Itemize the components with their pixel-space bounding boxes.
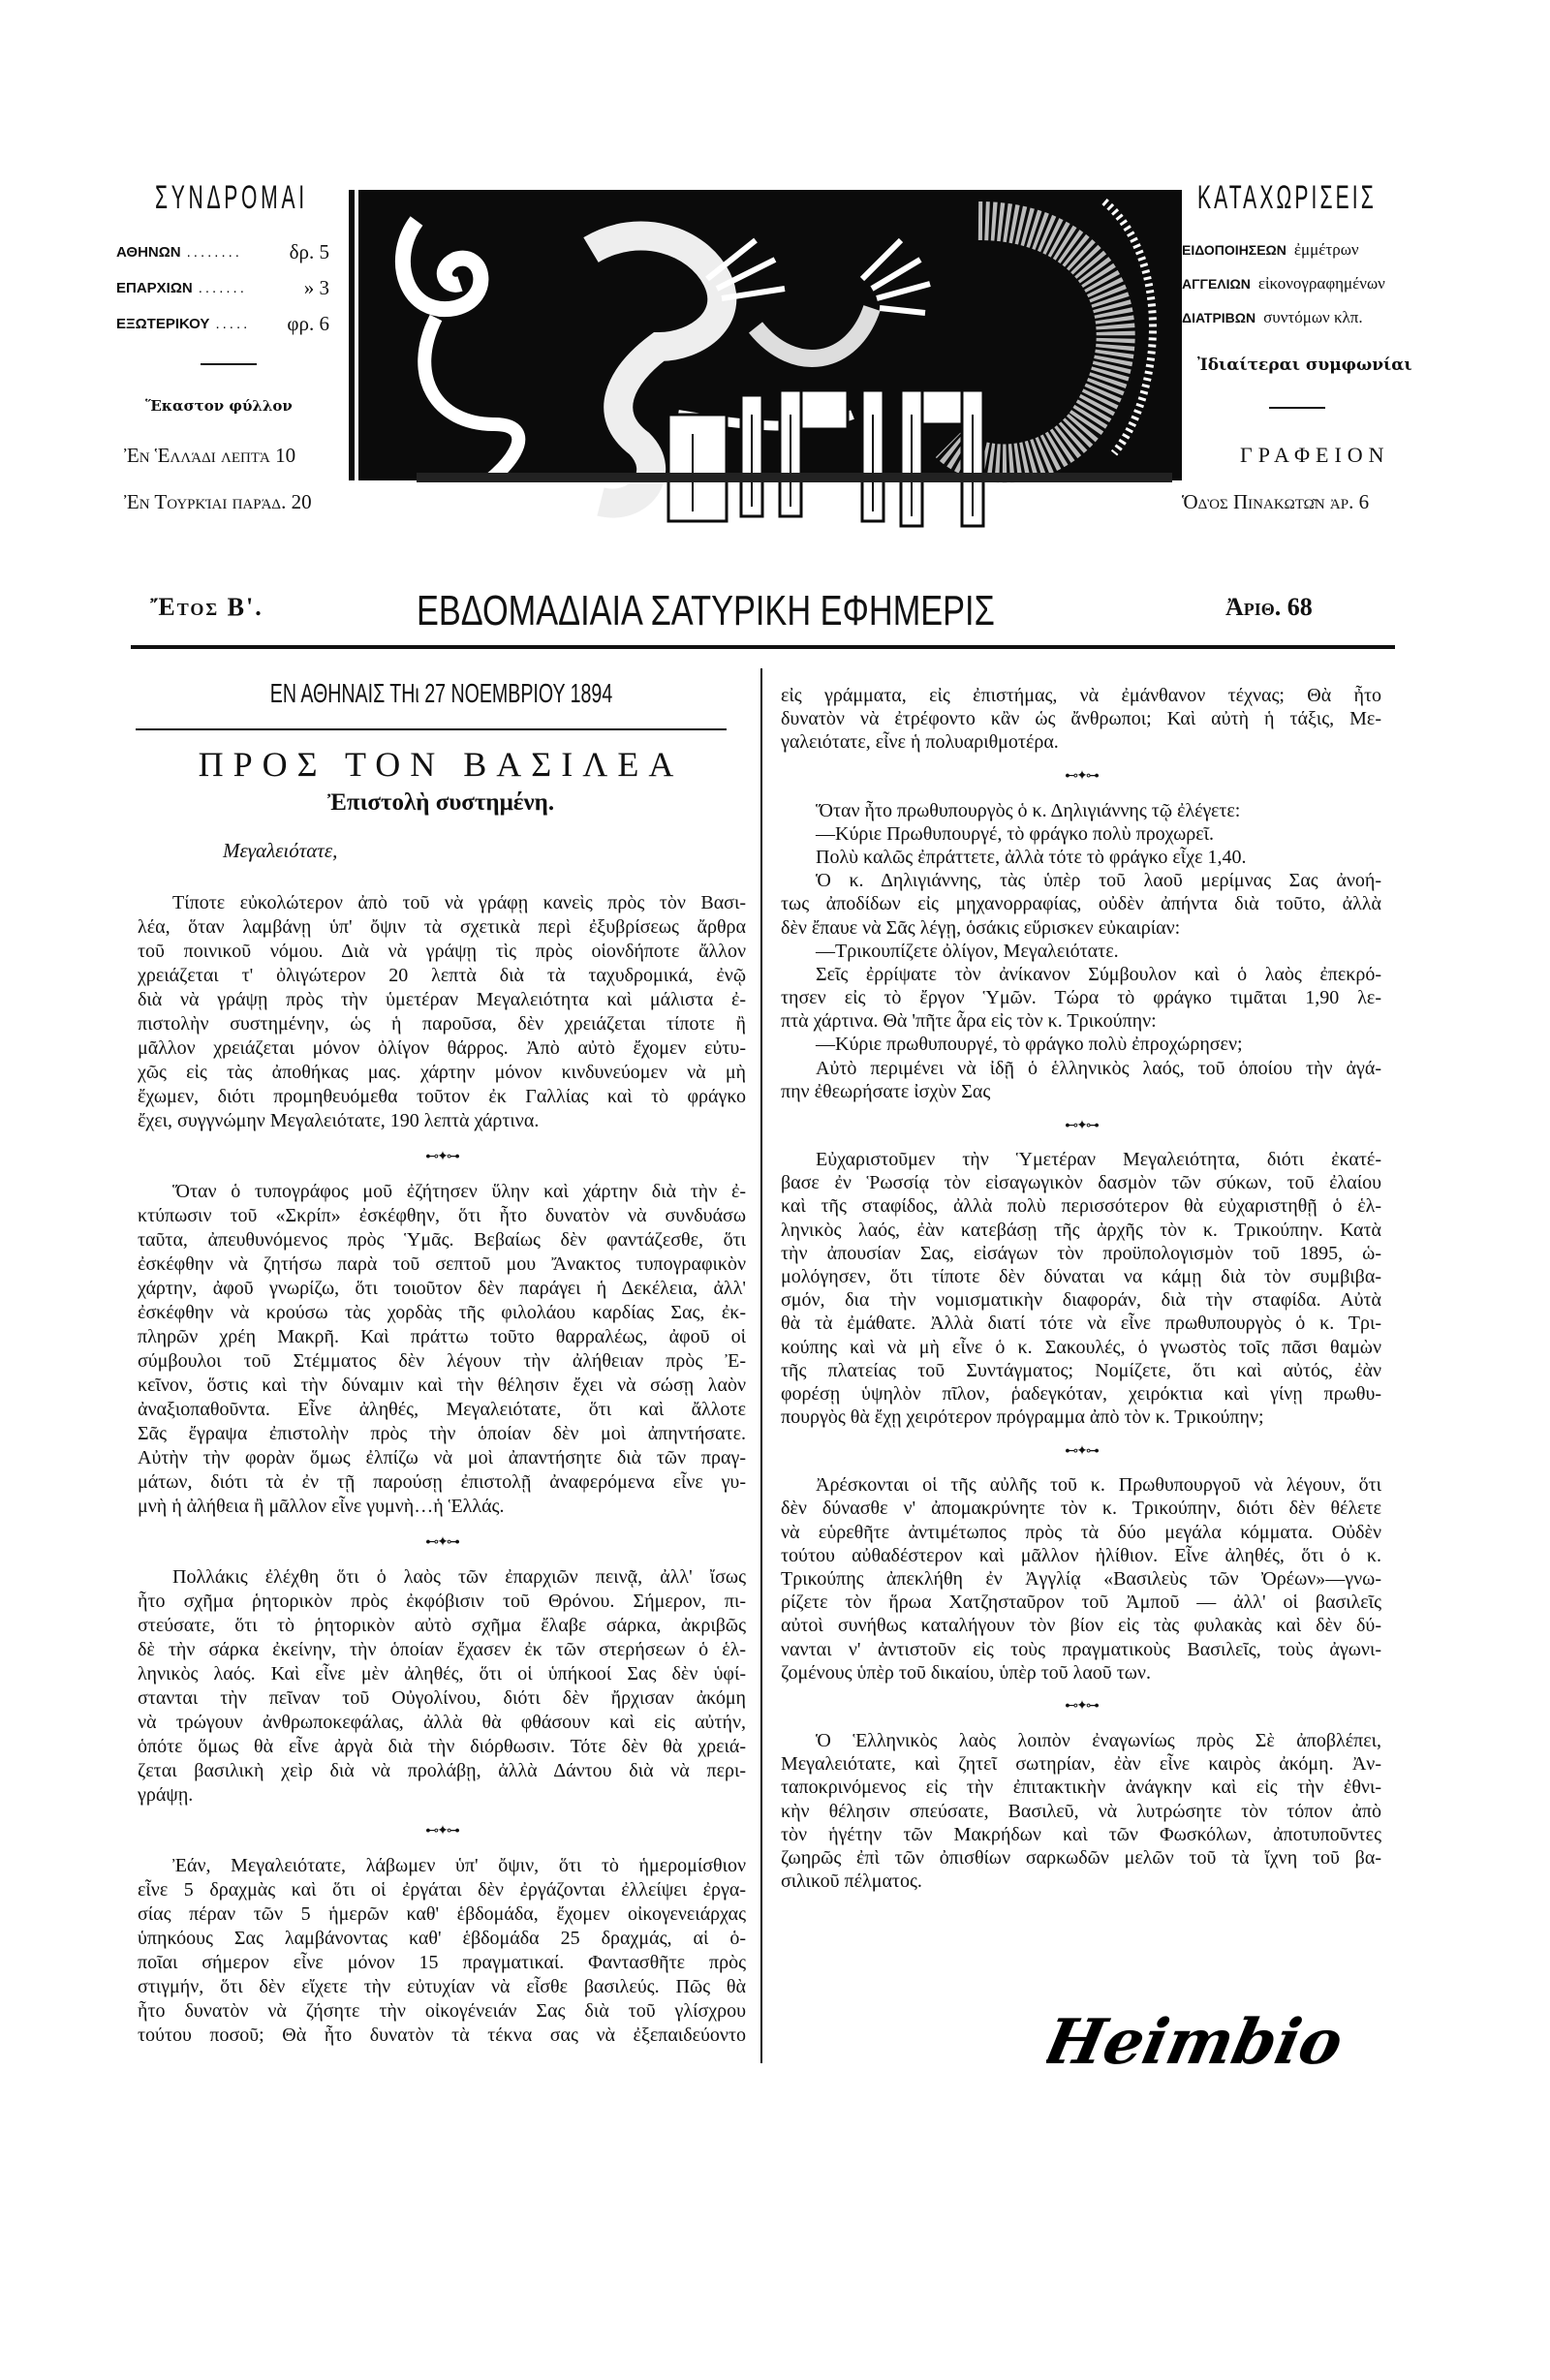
text-line: Τίποτε εὐκολώτερον ἀπὸ τοῦ νὰ γράφῃ κανεὶς πρὸς τὸν Βασι- (172, 892, 746, 913)
divider (1269, 407, 1325, 409)
text-line: στανται τὴν πεῖναν τοῦ Οὐγολίνου, διότι δὲν ἤρχισαν ἀκόμη (138, 1687, 746, 1709)
text-line: νὰ εὑρεθῆτε ἀντιμέτωπος πρὸς τὰ δύο μεγάλα κόμματα. Οὐδὲν (781, 1521, 1381, 1543)
text-line: μᾶλλον χρειάζεται μόνον ὀλίγον θάρρος. Ἀπὸ αὐτὸ ἔχομεν εὐτυ- (138, 1037, 746, 1059)
paragraph-separator (138, 1133, 746, 1180)
advertising-item-type: ΕΙΔΟΠΟΙΗΣΕΩΝ (1182, 242, 1286, 258)
text-line: Ὁ Ἑλληνικὸς λαὸς λοιπὸν ἐναγωνίως πρὸς Σὲ ἀποβλέπει, (816, 1729, 1381, 1751)
advertising-item (1182, 232, 1414, 266)
text-line: ζεται βασιλικὴ χεὶρ διὰ νὰ προλάβῃ, ἀλλὰ Δάντου διὰ νὰ περι- (138, 1760, 746, 1781)
text-line: πληρῶν χρέη Μακρῆ. Καὶ πράττω τοῦτο θαρραλέως, ἀφοῦ οἱ (138, 1326, 746, 1347)
signature-drawing (1046, 1995, 1376, 2092)
text-line: τὴν ἀπουσίαν Σας, εἰσάγων τὸν προϋπολογισμὸν τοῦ 1895, ὡ- (781, 1242, 1381, 1264)
paragraph (138, 1854, 746, 2048)
dateline: ΕΝ ΑΘΗΝΑΙΣ ΤΗι 27 ΝΟΕΜΒΡΙΟΥ 1894 (269, 678, 612, 708)
text-line: ὑπηκόους Σας λαμβάνοντας καθ' ἑβδομάδα 25 δραχμάς, αἱ ὁ- (138, 1928, 746, 1949)
greece-price: Ἐν Ἑλλάδι λεπτὰ 10 (124, 444, 296, 467)
office-label: ΓΡΑΦΕΙΟΝ (1240, 443, 1390, 467)
advertising-item-detail: εἰκονογραφημένων (1257, 274, 1385, 293)
subscription-place: ΕΠΑΡΧΙΩΝ (116, 280, 193, 296)
text-line: θὰ τὰ ἐμάθατε. Ἀλλὰ διατί τότε νὰ εἶνε πρωθυπουργὸς ὁ κ. Τρι- (781, 1313, 1381, 1335)
banner-year: Ἔτος Β'. (150, 593, 264, 621)
right-column (781, 684, 1381, 1893)
text-line: τὸν ἡγέτην τῶν Μακρήδων καὶ τῶν Φωσκόλων, ἀποτυποῦντες (781, 1823, 1381, 1845)
advertising-item-type: ΔΙΑΤΡΙΒΩΝ (1182, 310, 1256, 325)
text-line: τούτου ποσοῦ; Θὰ ἦτο δυνατὸν τὰ τέκνα σας νὰ ἐξεπαιδεύοντο (138, 2025, 746, 2046)
subscription-row (116, 234, 339, 270)
text-line: στιγμήν, ὅτι δὲν εἴχετε τὴν εὐτυχίαν νὰ εἶσθε βασιλεύς. Πῶς θὰ (138, 1976, 746, 1997)
subscription-price: » 3 (303, 276, 329, 299)
text-line: βασε ἐν Ῥωσσίᾳ τὸν εἰσαγωγικὸν δασμὸν τῶν σύκων, τοῦ ἐλαίου (781, 1172, 1381, 1194)
svg-text:Heimbio: Heimbio (1046, 2005, 1349, 2079)
text-line: Ἐάν, Μεγαλειότατε, λάβωμεν ὑπ' ὄψιν, ὅτι τὸ ἡμερομίσθιον (172, 1855, 746, 1876)
subscriptions-title: ΣΥΝΔΡΟΜΑΙ (155, 179, 308, 216)
separator-ornament: ⊷✦⊶ (1065, 769, 1098, 785)
text-line: γράψῃ. (138, 1784, 194, 1806)
text-line: τως ἀποδίδων εἰς μηχανορραφίας, οὐδὲν ἀπήντα διὰ τοῦτο, ἀλλὰ (781, 893, 1381, 915)
text-line: τησεν εἰς τὸ ἔργον Ὑμῶν. Τώρα τὸ φράγκο τιμᾶται 1,90 λε- (781, 987, 1381, 1009)
text-line: δὲν δύνασθε ν' ἀπομακρύνητε τὸν κ. Τρικούπην, διότι δὲν θέλετε (781, 1498, 1381, 1520)
text-line: ζωηρῶς ἐπὶ τῶν ὀπισθίων σαρκωδῶν μελῶν τοῦ τὰ ἴχνη τοῦ βα- (781, 1846, 1381, 1869)
dateline-rule (136, 728, 727, 730)
text-line: —Τρικουπίζετε ὀλίγον, Μεγαλειότατε. (816, 940, 1119, 962)
text-line: σιλικοῦ πέλματος. (781, 1870, 922, 1893)
text-line: Εὐχαριστοῦμεν τὴν Ὑμετέραν Μεγαλειότητα, διότι ἐκατέ- (816, 1149, 1381, 1170)
text-line: κὴν θέλησιν σπεύσατε, Βασιλεῦ, νὰ λυτρώσητε τὸν τόπον ἀπὸ (781, 1800, 1381, 1822)
advertising-item (1182, 266, 1414, 300)
paragraph (781, 799, 1381, 1103)
banner-subtitle: ΕΒΔΟΜΑΔΙΑΙΑ ΣΑΤΥΡΙΚΗ ΕΦΗΜΕΡΙΣ (417, 587, 995, 634)
text-line: δὲ τὴν σάρκα ἐκείνην, τὴν ὁποίαν ἔχασεν ἐκ τῶν στερήσεων ὁ ἑλ- (138, 1639, 746, 1660)
divider (201, 363, 257, 365)
subscription-price: δρ. 5 (289, 240, 329, 263)
signature (1046, 1995, 1376, 2097)
subscription-price: φρ. 6 (287, 312, 329, 335)
separator-ornament: ⊷✦⊶ (1065, 1443, 1098, 1459)
separator-ornament: ⊷✦⊶ (425, 1149, 458, 1164)
text-line: μάτων, διότι τὰ ἐν τῇ παρούσῃ ἐπιστολῇ ἀναφερόμενα εἶνε γυ- (138, 1471, 746, 1493)
text-line: πουργὸς θὰ ἔχῃ χειρότερον πρόγραμμα ἀπὸ τὸν κ. Τρικούπην; (781, 1406, 1264, 1429)
masthead-illustration (349, 182, 1182, 545)
text-line: εἶνε 5 δραχμὰς καὶ ὅτι οἱ ἐργάται δὲν ἐργάζονται ἐλλείψει ἐργα- (138, 1879, 746, 1901)
text-line: τοῦ ποινικοῦ νόμου. Διὰ νὰ γράψῃ τὶς πρὸς οἱονδήποτε ἄλλον (138, 941, 746, 962)
text-line: ἦτο σχῆμα ῥητορικὸν πρὸς ἐκφόβισιν τοῦ Θρόνου. Σήμερον, πι- (138, 1591, 746, 1612)
subscriptions-box (116, 179, 339, 513)
text-line: ποῖαι σήμερον εἶνε μόνον 15 πραγματικαί. Φαντασθῆτε πρὸς (138, 1952, 746, 1973)
text-line: ἔχει, συγγνώμην Μεγαλειότατε, 190 λεπτὰ χάρτινα. (138, 1110, 540, 1131)
paragraph (138, 1180, 746, 1519)
text-line: Αὐτὴν τὴν φορὰν ὅμως ἐλπίζω νὰ μοὶ ἀπαντήσητε διὰ τῶν πραγ- (138, 1447, 746, 1468)
text-line: ταῦτα, ἀπευθυνόμενος πρὸς Ὑμᾶς. Βεβαίως δὲν φαντάζεσθε, ὅτι (138, 1229, 746, 1251)
separator-ornament: ⊷✦⊶ (425, 1823, 458, 1839)
text-line: Πολὺ καλῶς ἐπράττετε, ἀλλὰ τότε τὸ φράγκο εἶχε 1,40. (816, 846, 1247, 868)
text-line: ληνικὸς λαός, ἐὰν κατεβάσῃ τῆς ἀρχῆς τὸν κ. Τρικούπην. Κατὰ (781, 1219, 1381, 1241)
text-line: πην ἐθεωρήσατε ἰσχὺν Σας (781, 1080, 991, 1102)
left-column (138, 891, 746, 2048)
text-line: στεύσατε, ὅτι τὸ ῥητορικὸν αὐτὸ σχῆμα ἔλαβε σάρκα, ἀκριβῶς (138, 1615, 746, 1636)
text-line: Σᾶς ἔγραψα ἐπιστολὴν πρὸς τὴν ὁποίαν δὲν μοὶ ἀπηντήσατε. (138, 1423, 746, 1444)
paragraph (781, 1729, 1381, 1893)
text-line: τῆς πλατείας τοῦ Συντάγματος; Νομίζετε, ὅτι καὶ αὐτός, ἐὰν (781, 1359, 1381, 1381)
text-line: Σεῖς ἐρρίψατε τὸν ἀνίκανον Σύμβουλον καὶ ὁ λαὸς ἐπεκρό- (816, 963, 1381, 985)
text-line: αὐτοὶ συνήθως καταλήγουν τὸν βίον εἰς τὰς φυλακὰς καὶ δὲν δύ- (781, 1615, 1381, 1637)
text-line: τούτου αὐθαδέστερον καὶ μᾶλλον ἠλίθιον. Εἶνε ἀληθές, ὅτι ὁ κ. (781, 1544, 1381, 1566)
paragraph (138, 891, 746, 1133)
text-line: ρίζετε τὸν ἥρωα Χατζησταῦρον τοῦ Ἀμποῦ — ἀλλ' οἱ βασιλεῖς (781, 1592, 1381, 1614)
advertising-item (1182, 300, 1414, 334)
paragraph-separator (781, 1429, 1381, 1473)
text-line: εἰς γράμματα, εἰς ἐπιστήμας, νὰ ἐμάνθανον τέχνας; Θὰ ἦτο (781, 685, 1381, 706)
text-line: διὰ νὰ γράψῃ πρὸς τὴν ὑμετέραν Μεγαλειότητα καὶ μάλιστα ἐ- (138, 989, 746, 1010)
text-line: νὰ τρώγουν ἀνθρωποκεφάλας, ἀλλὰ θὰ φθάσουν καὶ εἰς αὐτήν, (138, 1712, 746, 1733)
text-line: ἀναξιοπαθοῦντα. Εἶνε ἀληθές, Μεγαλειότατε, ὅτι καὶ ἄλλοτε (138, 1399, 746, 1420)
text-line: ληνικὸς λαός. Καὶ εἶνε μὲν ἀληθές, ὅτι οἱ ὑπήκοοί Σας δὲν ὑφί- (138, 1663, 746, 1685)
text-line: Ὅταν ἦτο πρωθυπουργὸς ὁ κ. Δηλιγιάννης τῷ ἐλέγετε: (816, 799, 1241, 821)
leader-dots: ....... (198, 280, 247, 296)
article-subtitle: Ἐπιστολὴ συστημένη. (326, 789, 555, 816)
article-title: ΠΡΟΣ ΤΟΝ ΒΑΣΙΛΕΑ (198, 745, 684, 784)
text-line: μνὴ ἡ ἀλήθεια ἢ μᾶλλον εἶνε γυμνὴ…ἡ Ἑλλάς. (138, 1496, 505, 1517)
text-line: λέα, ὅταν λαμβάνῃ ὑπ' ὄψιν τὰ σχετικὰ περὶ ἐξυβρίσεως ἄρθρα (138, 916, 746, 938)
text-line: ταποκρινόμενος εἰς τὴν ἐπιτακτικὴν ἀνάγκην καὶ εἰς τὴν ἐθνι- (781, 1777, 1381, 1799)
paragraph-separator (138, 1519, 746, 1565)
text-line: ζομένους ὑπὲρ τοῦ δικαίου, ὑπὲρ τοῦ λαοῦ των. (781, 1661, 1151, 1684)
separator-ornament: ⊷✦⊶ (425, 1534, 458, 1550)
text-line: πτὰ χάρτινα. Θὰ 'πῆτε ἆρα εἰς τὸν κ. Τρικούπην: (781, 1010, 1157, 1033)
text-line: κούπης καὶ νὰ μὴ εἶνε ὁ κ. Σακουλές, ὁ γνωστὸς τοῖς πᾶσι θαμὼν (781, 1336, 1381, 1358)
advertising-item-detail: συντόμων κλπ. (1263, 308, 1363, 326)
advertising-item-detail: ἐμμέτρων (1293, 240, 1359, 259)
text-line: δὲν ἔπαυε νὰ Σᾶς λέγῃ, ὁσάκις εὕρισκεν εὐκαιρίαν: (781, 916, 1181, 939)
leader-dots: ..... (215, 316, 251, 332)
text-line: Ὁ κ. Δηλιγιάννης, τὰς ὑπὲρ τοῦ λαοῦ μερίμνας Σας ἀνοή- (816, 870, 1381, 892)
text-line: μολόγησεν, ὅτι τίποτε δὲν δύναται να κάμῃ διὰ τὸν συμβιβα- (781, 1265, 1381, 1287)
single-issue-label: Ἕκαστον φύλλον (145, 397, 293, 415)
separator-ornament: ⊷✦⊶ (1065, 1699, 1098, 1715)
text-line: δυνατὸν νὰ ἐτρέφοντο κἂν ὡς ἄνθρωποι; Καὶ αὐτὴ ἡ τάξις, Με- (781, 708, 1381, 730)
paragraph (781, 1148, 1381, 1429)
text-line: ὁπότε ὅμως θὰ εἶνε ἀργὰ διὰ τὴν διόρθωσιν. Τότε δὲν θὰ χρειά- (138, 1736, 746, 1757)
text-line: πιστολὴν συστημένην, ὡς ἡ παροῦσα, δὲν χρειάζεται τίποτε ἢ (138, 1013, 746, 1035)
text-line: κτύπωσιν τοῦ «Σκρίπ» ἐσκέφθην, ὅτι ἦτο δυνατὸν νὰ συνδυάσω (138, 1205, 746, 1226)
paragraph-separator (781, 1685, 1381, 1729)
paragraph (781, 684, 1381, 755)
issue-number: Ἀριθ. 68 (1225, 593, 1313, 621)
paragraph-separator (781, 1103, 1381, 1148)
text-line: Αὐτὸ περιμένει νὰ ἰδῇ ὁ ἑλληνικὸς λαός, τοῦ ὁποίου τὴν ἀγά- (816, 1057, 1381, 1079)
text-line: νανται ν' ἀντιστοῦν εἰς τοὺς πραγματικοὺς Βασιλεῖς, τοὺς ἀγωνι- (781, 1638, 1381, 1660)
text-line: —Κύριε πρωθυπουργέ, τὸ φράγκο πολὺ ἐπροχώρησεν; (816, 1034, 1243, 1056)
paragraph (781, 1473, 1381, 1685)
office-address: Ὁδὸς Πινακωτῶν ἀρ. 6 (1182, 490, 1370, 513)
advertising-title: ΚΑΤΑΧΩΡΙΣΕΙΣ (1197, 179, 1377, 216)
text-line: γαλειότατε, εἶνε ἡ πολυαριθμοτέρα. (781, 731, 1059, 754)
text-line: σύμβουλοι τοῦ Στέμματος δὲν λέγουν τὴν ἀλήθειαν πρὸς Ἐ- (138, 1350, 746, 1372)
text-line: Πολλάκις ἐλέχθη ὅτι ὁ λαὸς τῶν ἐπαρχιῶν πεινᾷ, ἀλλ' ἴσως (172, 1566, 746, 1588)
separator-ornament: ⊷✦⊶ (1065, 1118, 1098, 1133)
subscription-place: ΕΞΩΤΕΡΙΚΟΥ (116, 316, 210, 332)
text-line: καὶ τῆς σταφίδος, ἀλλὰ πολὺ περισσότερον θὰ εὐχαριστηθῇ ὁ ἑλ- (781, 1195, 1381, 1218)
advertising-item-type: ΑΓΓΕΛΙΩΝ (1182, 276, 1251, 292)
text-line: ἐσκέφθην νὰ ζητήσω παρὰ τοῦ σεπτοῦ μου Ἄνακτος τυπογραφικὸν (138, 1253, 746, 1275)
subscription-place: ΑΘΗΝΩΝ (116, 244, 181, 261)
paragraph-separator (138, 1808, 746, 1854)
text-line: ἐσκέφθην νὰ κρούσω τὰς χορδὰς τῆς φιλολάου καρδίας Σας, ἐκ- (138, 1302, 746, 1323)
dateline-wrap (136, 678, 746, 709)
text-line: χῶς εἰς τὰς ἀποθήκας μας. χάρτην μόνον κινδυνεύομεν νὰ μὴ (138, 1062, 746, 1083)
text-line: Ὅταν ὁ τυπογράφος μοῦ ἐζήτησεν ὕλην καὶ χάρτην διὰ τὴν ἐ- (172, 1181, 746, 1202)
column-divider (760, 668, 762, 2063)
skrip-logo-drawing (349, 182, 1182, 545)
paragraph-separator (781, 755, 1381, 799)
leader-dots: ........ (186, 244, 242, 261)
subscription-row (116, 306, 339, 342)
text-line: σίας πέραν τῶν 5 ἡμερῶν καθ' ἑβδομάδα, ἔχομεν οἰκογενειάρχας (138, 1903, 746, 1925)
text-line: —Κύριε Πρωθυπουργέ, τὸ φράγκο πολὺ προχωρεῖ. (816, 822, 1215, 845)
text-line: χάρτην, ἀφοῦ γνωρίζω, ὅτι τοιοῦτον δὲν παράγει ἡ Δεκέλεια, ἀλλ' (138, 1278, 746, 1299)
text-line: σμόν, δια τὴν νομισματικὴν διαφοράν, διὰ τὴν σταφίδα. Αὐτὰ (781, 1289, 1381, 1312)
salutation: Μεγαλειότατε, (223, 839, 338, 862)
turkey-price: Ἐν Τουρκίᾳ παράδ. 20 (124, 490, 312, 513)
text-line: χρειάζεται τ' ὀλιγώτερον 20 λεπτὰ διὰ τὰ ταχυδρομικά, ἐνῷ (138, 965, 746, 986)
special-agreements: Ἰδιαίτεραι συμφωνίαι (1197, 355, 1412, 375)
text-line: Τρικούπης ἀπεκλήθη ἐν Ἀγγλίᾳ «Βασιλεὺς τῶν Ὀρέων»—γνω- (781, 1568, 1381, 1590)
advertising-box (1182, 179, 1414, 513)
text-line: Μεγαλειότατε, καὶ ζητεῖ σωτηρίαν, ἐὰν εἶνε καιρὸς ἀκόμη. Ἀν- (781, 1753, 1381, 1776)
text-line: φορέσῃ ὑψηλὸν πῖλον, ῥαδεγκόταν, χειρόκτια καὶ γίνῃ πρωθυ- (781, 1382, 1381, 1405)
paragraph (138, 1565, 746, 1808)
banner-rule (131, 645, 1395, 649)
text-line: κεῖνον, ὅστις καὶ τὴν δύναμιν καὶ τὴν θέλησιν ἔχει νὰ σώσῃ λαὸν (138, 1375, 746, 1396)
text-line: ἔχωμεν, διότι προμηθευόμεθα τοῦτον ἐκ Γαλλίας καὶ τὸ φράγκο (138, 1086, 746, 1107)
text-line: Ἀρέσκονται οἱ τῆς αὐλῆς τοῦ κ. Πρωθυπουργοῦ νὰ λέγουν, ὅτι (816, 1474, 1381, 1497)
subscription-row (116, 270, 339, 306)
text-line: ἦτο δυνατὸν νὰ ζήσητε τὴν οἰκογένειάν Σας διὰ τοῦ γλίσχρου (138, 2000, 746, 2022)
